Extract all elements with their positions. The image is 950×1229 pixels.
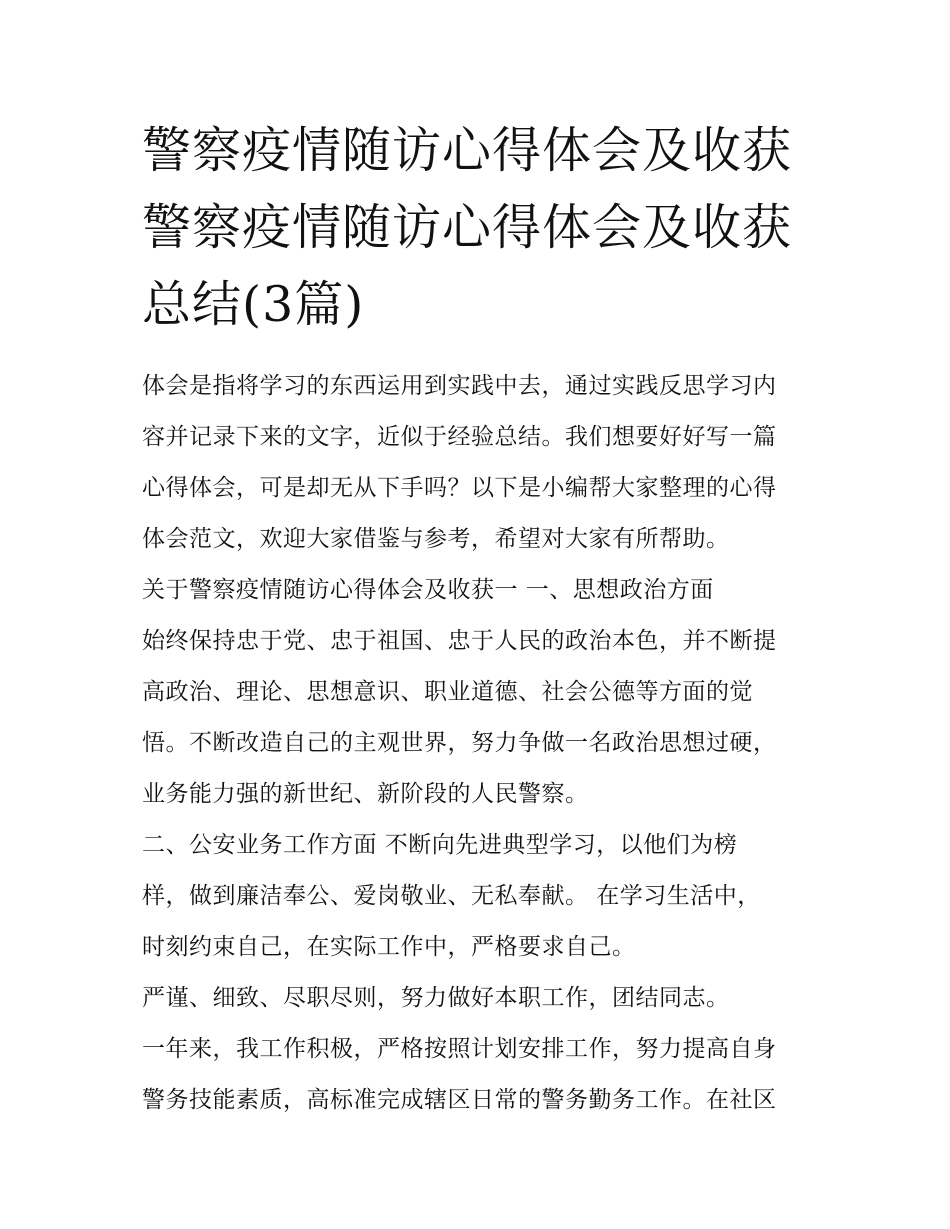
text-line: 高政治、理论、思想意识、职业道德、社会公德等方面的觉 [142,679,753,705]
text-line: 严谨、细致、尽职尽则，努力做好本职工作，团结同志。 [142,985,730,1011]
document-body [142,361,822,1126]
text-line: 体会范文，欢迎大家借鉴与参考，希望对大家有所帮助。 [142,526,730,552]
text-line: 容并记录下来的文字，近似于经验总结。我们想要好好写一篇 [142,424,777,450]
title-line-2: 警察疫情随访心得体会及收获 [142,199,793,256]
section-heading-line: 关于警察疫情随访心得体会及收获一 一、思想政治方面 [142,577,714,603]
text-line: 体会是指将学习的东西运用到实践中去，通过实践反思学习内 [142,373,777,399]
document-title [142,112,822,343]
text-line: 心得体会，可是却无从下手吗？以下是小编帮大家整理的心得 [142,475,777,501]
text-line: 时刻约束自己，在实际工作中，严格要求自己。 [142,934,636,960]
text-line: 一年来，我工作积极，严格按照计划安排工作，努力提高自身 [142,1036,777,1062]
document-page [142,112,822,1126]
text-line: 业务能力强的新世纪、新阶段的人民警察。 [142,781,589,807]
text-line: 样，做到廉洁奉公、爱岗敬业、无私奉献。 在学习生活中， [142,883,761,909]
title-line-3: 总结(3篇) [142,276,365,333]
section-heading-line: 二、公安业务工作方面 不断向先进典型学习，以他们为榜 [142,832,738,858]
title-line-1: 警察疫情随访心得体会及收获 [142,122,793,179]
text-line: 警务技能素质，高标准完成辖区日常的警务勤务工作。在社区 [142,1087,777,1113]
text-line: 始终保持忠于党、忠于祖国、忠于人民的政治本色，并不断提 [142,628,777,654]
text-line: 悟。不断改造自己的主观世界，努力争做一名政治思想过硬， [142,730,777,756]
